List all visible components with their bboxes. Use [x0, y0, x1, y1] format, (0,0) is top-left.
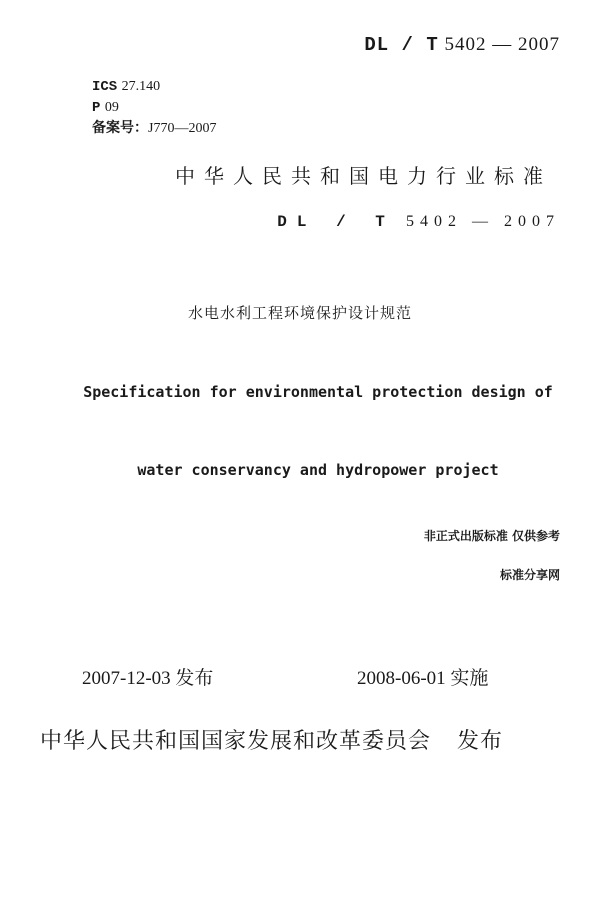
document-title-chinese: 水电水利工程环境保护设计规范	[187, 304, 412, 322]
ics-label: ICS	[92, 79, 118, 95]
header-standard-code	[364, 34, 560, 56]
unofficial-notice: 非正式出版标准 仅供参考	[423, 529, 560, 543]
ics-classification	[92, 76, 160, 98]
p-value: 09	[104, 100, 119, 115]
header-code-number: 5402 — 2007	[444, 34, 560, 55]
p-classification	[92, 97, 119, 119]
filing-value: J770—2007	[148, 121, 217, 136]
publisher-action: 发布	[457, 729, 504, 754]
document-title-english-line1: Specification for environmental protection design of	[83, 383, 553, 401]
implementation-date: 2008-06-01 实施	[357, 668, 489, 689]
p-label: P	[92, 100, 101, 116]
ics-value: 27.140	[121, 79, 161, 94]
filing-number	[92, 118, 216, 139]
issue-date: 2007-12-03 发布	[82, 668, 214, 689]
standard-code	[277, 211, 560, 231]
industry-standard-heading: 中华人民共和国电力行业标准	[175, 164, 552, 188]
header-code-prefix: DL / T	[364, 34, 439, 56]
publisher	[40, 724, 503, 755]
filing-label: 备案号：	[92, 120, 148, 136]
document-title-english-line2: water conservancy and hydropower project	[137, 461, 499, 479]
standard-code-prefix: DL / T	[277, 213, 395, 231]
standard-code-number: 5402 — 2007	[406, 213, 560, 230]
source-notice: 标准分享网	[499, 568, 560, 582]
publisher-name: 中华人民共和国国家发展和改革委员会	[40, 729, 432, 754]
